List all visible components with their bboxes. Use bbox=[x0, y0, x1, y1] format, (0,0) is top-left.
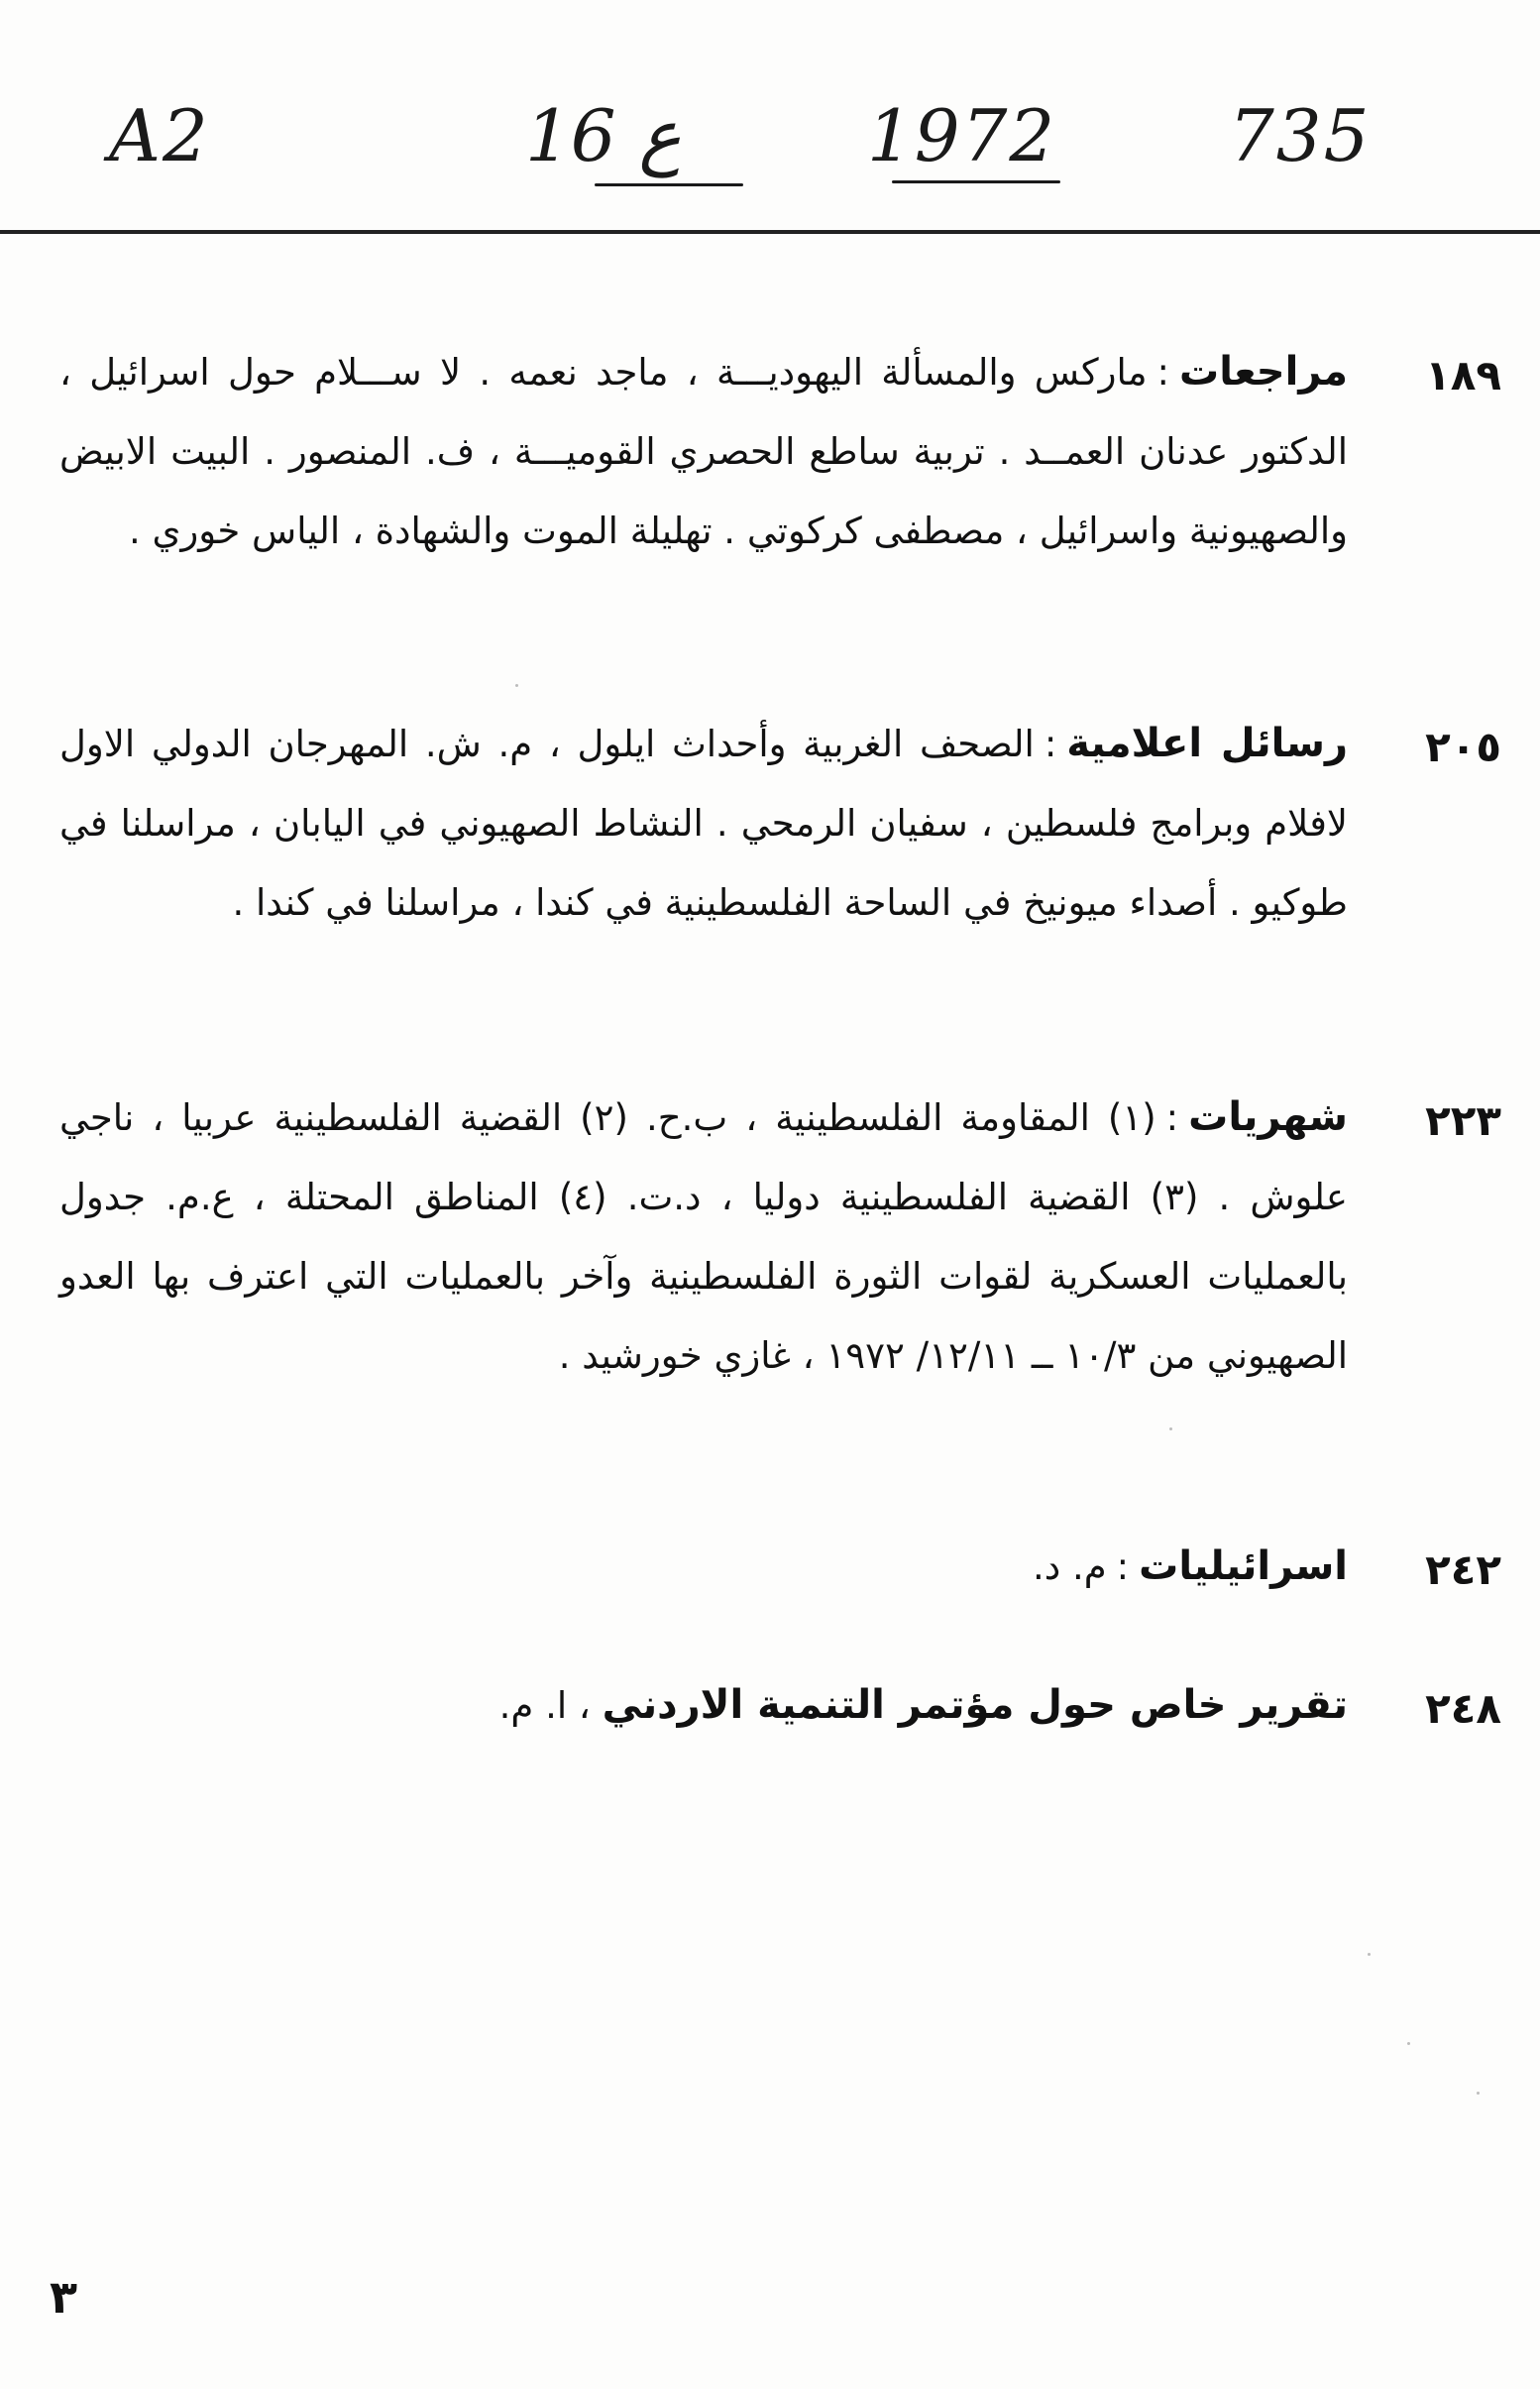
header-rule bbox=[0, 230, 1540, 234]
entry-text bbox=[59, 1527, 1348, 1607]
handwritten-mark-2: 16 ع bbox=[525, 94, 682, 177]
entry-colon: : bbox=[1116, 1545, 1130, 1588]
entry-heading: اسرائيليات bbox=[1139, 1543, 1348, 1589]
scan-speck bbox=[515, 684, 518, 687]
handwritten-mark-3: 1972 bbox=[867, 94, 1057, 177]
entry-text bbox=[59, 332, 1348, 571]
entry-body: ، ا. م. bbox=[498, 1684, 591, 1727]
entry-colon: : bbox=[1044, 723, 1057, 765]
contents-entry bbox=[55, 332, 1501, 659]
entry-page-number: ٢٠٥ bbox=[1425, 723, 1501, 771]
scan-speck bbox=[1368, 1953, 1371, 1956]
contents-entry bbox=[55, 1078, 1501, 1484]
scan-speck bbox=[1407, 2042, 1410, 2045]
contents-entry bbox=[55, 704, 1501, 1031]
entry-colon: : bbox=[1165, 1096, 1179, 1139]
entry-heading: تقرير خاص حول مؤتمر التنمية الاردني bbox=[602, 1682, 1348, 1728]
entry-heading: رسائل اعلامية bbox=[1066, 721, 1348, 766]
contents-entry bbox=[55, 1527, 1501, 1616]
handwritten-underline-2 bbox=[595, 183, 743, 186]
handwritten-underline-3 bbox=[892, 180, 1060, 183]
entry-body: الصحف الغربية وأحداث ايلول ، م. ش. المهرجان الدولي الاول لافلام وبرامج فلسطين ، سفيان الرمحي . النشاط الصهيوني في اليابان ، مراسلنا في طوكيو . أصداء ميونيخ في الساحة الفلسطينية في كندا ، مراسلنا في كندا . bbox=[59, 723, 1348, 924]
page-number: ٣ bbox=[50, 2270, 78, 2324]
entry-body: م. د. bbox=[1033, 1545, 1107, 1588]
entry-colon: : bbox=[1156, 351, 1170, 394]
entry-text bbox=[59, 1078, 1348, 1396]
handwritten-mark-1: A2 bbox=[109, 94, 210, 177]
entry-page-number: ٢٢٣ bbox=[1425, 1096, 1501, 1145]
entry-heading: شهريات bbox=[1188, 1094, 1348, 1140]
entry-body: ماركس والمسألة اليهوديـــة ، ماجد نعمه . لا ســـلام حول اسرائيل ، الدكتور عدنان العمــد . تربية ساطع الحصري القوميـــة ، ف. المنصور . البيت الابيض والصهيونية واسرائيل ، مصطفى كركوتي . تهليلة الموت والشهادة ، الياس خوري . bbox=[59, 351, 1348, 552]
entry-text bbox=[59, 1665, 1348, 1746]
entry-page-number: ٢٤٢ bbox=[1425, 1545, 1501, 1594]
scan-speck bbox=[1169, 1427, 1172, 1430]
entry-text bbox=[59, 704, 1348, 943]
handwritten-mark-4: 735 bbox=[1229, 94, 1372, 177]
entry-page-number: ٢٤٨ bbox=[1425, 1684, 1501, 1733]
scan-speck bbox=[1477, 2092, 1480, 2095]
entry-heading: مراجعات bbox=[1179, 349, 1348, 395]
contents-entry bbox=[55, 1665, 1501, 1755]
entry-page-number: ١٨٩ bbox=[1425, 351, 1501, 399]
entry-body: (١) المقاومة الفلسطينية ، ب.ح. (٢) القضية الفلسطينية عربيا ، ناجي علوش . (٣) القضية الفلسطينية دوليا ، د.ت. (٤) المناطق المحتلة ، ع.م. جدول بالعمليات العسكرية لقوات الثورة الفلسطينية وآخر بالعمليات التي اعترف بها العدو الصهيوني من ١٠/٣ ــ ١٢/١١/ ١٩٧٢ ، غازي خورشيد . bbox=[59, 1096, 1348, 1377]
